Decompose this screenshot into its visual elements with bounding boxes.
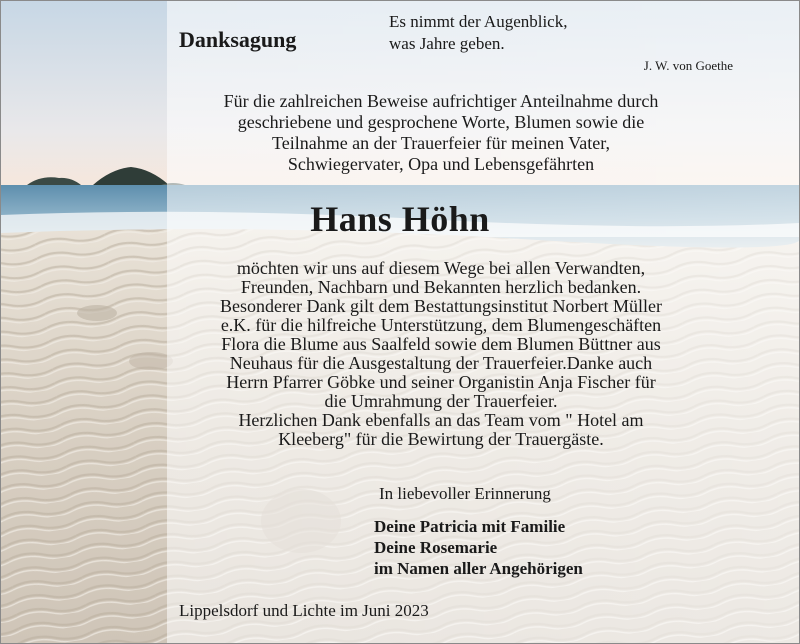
heading: Danksagung xyxy=(179,27,297,52)
intro-line: Schwiegervater, Opa und Lebensgefährten xyxy=(287,154,595,174)
body-line: Flora die Blume aus Saalfeld sowie dem Blumen Büttner aus xyxy=(221,334,661,354)
quote-line: Es nimmt der Augenblick, xyxy=(389,12,568,31)
intro-line: Für die zahlreichen Beweise aufrichtiger Anteilnahme durch xyxy=(223,91,659,111)
signature-line: Deine Patricia mit Familie xyxy=(374,517,566,536)
quote-author: J. W. von Goethe xyxy=(643,58,733,73)
intro-paragraph xyxy=(161,91,721,175)
memory-line: In liebevoller Erinnerung xyxy=(379,484,551,503)
body-line: Kleeberg" für die Bewirtung der Trauergäste. xyxy=(278,429,604,449)
body-line: Freunden, Nachbarn und Bekannten herzlich bedanken. xyxy=(240,277,642,297)
intro-line: geschriebene und gesprochene Worte, Blumen sowie die xyxy=(237,112,645,132)
body-line: Neuhaus für die Ausgestaltung der Trauerfeier.Danke auch xyxy=(229,353,653,373)
body-line: Herzlichen Dank ebenfalls an das Team vom " Hotel am xyxy=(238,410,644,430)
goethe-quote xyxy=(389,11,567,55)
signatures xyxy=(374,516,583,579)
body-line: Besonderer Dank gilt dem Bestattungsinstitut Norbert Müller xyxy=(220,296,662,316)
body-line: die Umrahmung der Trauerfeier. xyxy=(324,391,558,411)
body-line: Herrn Pfarrer Göbke und seiner Organistin Anja Fischer für xyxy=(226,372,656,392)
deceased-name: Hans Höhn xyxy=(310,199,490,239)
signature-line: im Namen aller Angehörigen xyxy=(374,559,583,578)
thanks-paragraph xyxy=(151,259,731,449)
signature-line: Deine Rosemarie xyxy=(374,538,498,557)
place-date: Lippelsdorf und Lichte im Juni 2023 xyxy=(179,601,429,620)
intro-line: Teilnahme an der Trauerfeier für meinen Vater, xyxy=(271,133,611,153)
body-line: e.K. für die hilfreiche Unterstützung, dem Blumengeschäften xyxy=(220,315,662,335)
quote-line: was Jahre geben. xyxy=(389,34,505,53)
body-line: möchten wir uns auf diesem Wege bei allen Verwandten, xyxy=(236,258,646,278)
